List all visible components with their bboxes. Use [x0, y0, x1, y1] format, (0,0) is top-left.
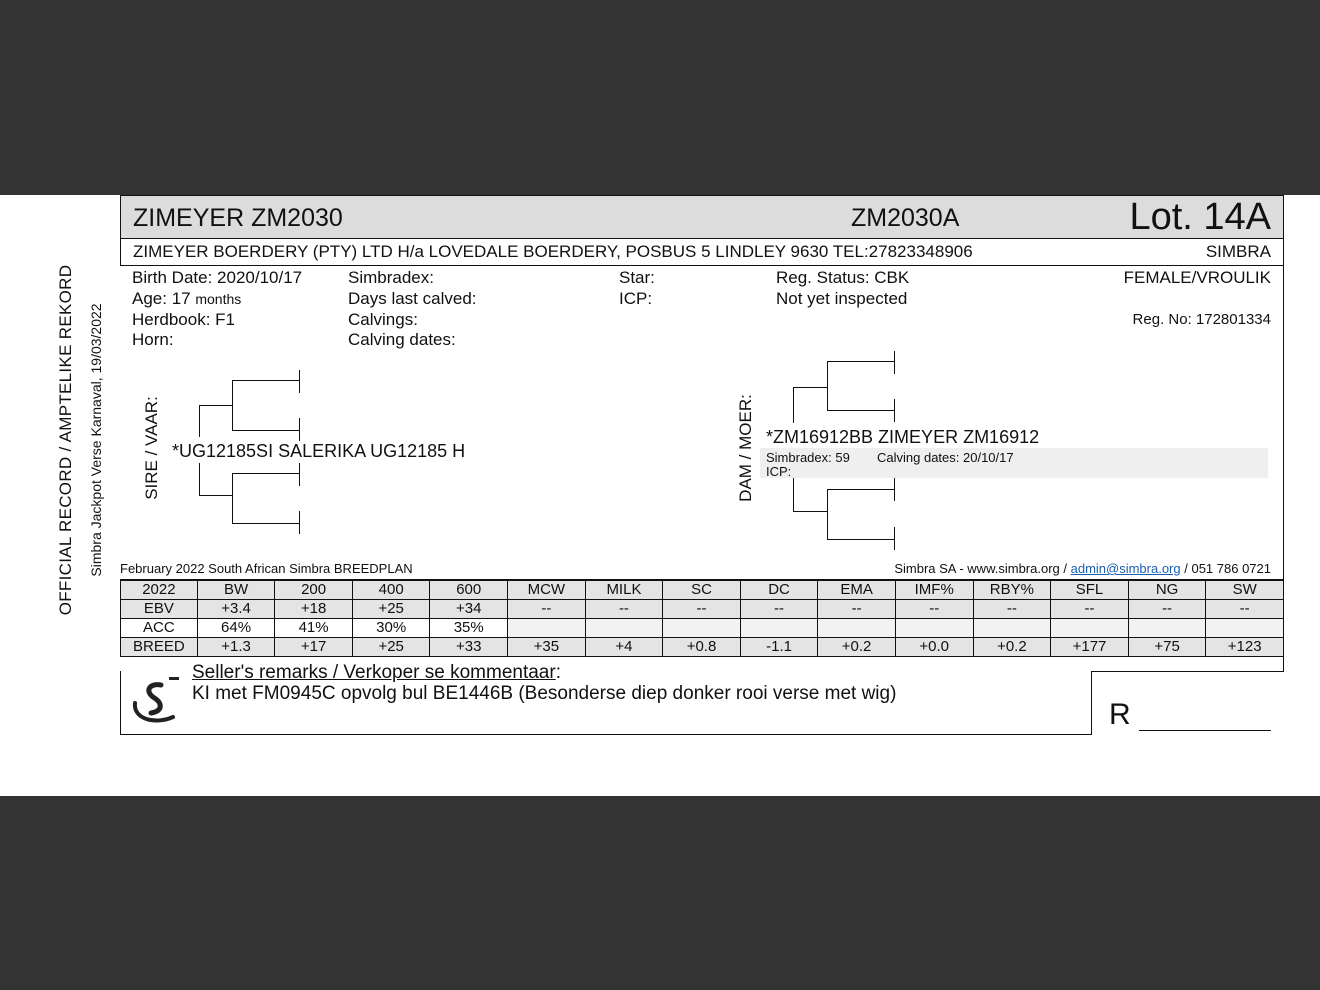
birth-date: Birth Date: 2020/10/17 — [132, 268, 303, 287]
ebv-header-cell: 600 — [430, 580, 508, 600]
days-last-calved: Days last calved: — [348, 289, 477, 308]
ebv-cell: BREED — [121, 638, 198, 657]
sire-label: SIRE / VAAR: — [142, 396, 161, 500]
ebv-row — [121, 600, 1284, 619]
ebv-cell — [1206, 619, 1284, 638]
lot-card — [120, 195, 1284, 736]
ebv-cell: EBV — [121, 600, 198, 619]
ebv-header-row — [121, 580, 1284, 600]
ebv-cell — [663, 619, 741, 638]
animal-name: ZIMEYER ZM2030 — [133, 204, 343, 232]
title-bar — [120, 195, 1284, 239]
ebv-cell: -- — [973, 600, 1051, 619]
ebv-table — [120, 579, 1284, 657]
ebv-cell — [740, 619, 818, 638]
acc-row — [121, 619, 1284, 638]
price-label: R — [1109, 698, 1131, 731]
age — [132, 289, 241, 309]
age-unit: months — [195, 291, 242, 307]
ebv-cell: +1.3 — [197, 638, 275, 657]
ebv-cell: -- — [1206, 600, 1284, 619]
price-input-line[interactable] — [1139, 730, 1271, 731]
ebv-cell: -- — [1128, 600, 1206, 619]
dam-icp: ICP: — [766, 464, 792, 479]
ebv-header-cell: RBY% — [973, 580, 1051, 600]
ebv-cell: -- — [508, 600, 586, 619]
calving-dates: Calving dates: — [348, 330, 456, 349]
ebv-header-cell: SW — [1206, 580, 1284, 600]
ebv-cell — [1128, 619, 1206, 638]
simbra-logo-icon — [131, 677, 183, 725]
ebv-cell: +35 — [508, 638, 586, 657]
icp: ICP: — [619, 289, 653, 308]
price-box-edge — [1283, 659, 1284, 672]
star: Star: — [619, 268, 655, 287]
remarks-text: KI met FM0945C opvolg bul BE1446B (Besonderse diep donker rooi verse met wig) — [192, 683, 897, 704]
ebv-header-cell: MCW — [508, 580, 586, 600]
ebv-cell: +0.2 — [818, 638, 896, 657]
ebv-cell: +33 — [430, 638, 508, 657]
ebv-cell: 35% — [430, 619, 508, 638]
ebv-cell — [585, 619, 663, 638]
ebv-cell: -- — [663, 600, 741, 619]
simbradex: Simbradex: — [348, 268, 434, 287]
top-letterbox — [0, 0, 1320, 195]
official-record-label: OFFICIAL RECORD / AMPTELIKE REKORD — [56, 264, 75, 616]
sex: FEMALE/VROULIK — [1123, 268, 1271, 287]
ebv-cell: 64% — [197, 619, 275, 638]
calvings: Calvings: — [348, 310, 418, 329]
bottom-letterbox — [0, 796, 1320, 990]
dam-calving-dates: Calving dates: 20/10/17 — [877, 450, 1014, 465]
dam-simbradex: Simbradex: 59 — [766, 450, 850, 465]
ebv-cell: -- — [818, 600, 896, 619]
ebv-cell: +25 — [352, 600, 430, 619]
sale-event-label: Simbra Jackpot Verse Karnaval, 19/03/2022 — [88, 303, 104, 577]
ebv-header-cell: EMA — [818, 580, 896, 600]
breedplan-contact — [894, 561, 1271, 576]
ebv-header-cell: IMF% — [895, 580, 973, 600]
ebv-cell: -- — [740, 600, 818, 619]
remarks-heading-line — [192, 662, 561, 684]
ebv-header-cell: MILK — [585, 580, 663, 600]
ebv-header-cell: DC — [740, 580, 818, 600]
breedplan-source: February 2022 South African Simbra BREEDPLAN — [120, 561, 413, 576]
ebv-header-cell: NG — [1128, 580, 1206, 600]
ebv-cell — [818, 619, 896, 638]
ebv-cell: +3.4 — [197, 600, 275, 619]
ebv-cell: +17 — [275, 638, 353, 657]
dam-name: *ZM16912BB ZIMEYER ZM16912 — [766, 427, 1040, 447]
contact-email-link[interactable]: admin@simbra.org — [1070, 561, 1181, 576]
horn: Horn: — [132, 330, 174, 349]
reg-status: Reg. Status: CBK — [776, 268, 910, 287]
ebv-cell: 41% — [275, 619, 353, 638]
breed-row — [121, 638, 1284, 657]
inspection-status: Not yet inspected — [776, 289, 908, 308]
age-value: Age: 17 — [132, 289, 191, 308]
ebv-header-cell: BW — [197, 580, 275, 600]
ebv-cell: 30% — [352, 619, 430, 638]
price-box — [1091, 671, 1283, 731]
ebv-header-cell: 400 — [352, 580, 430, 600]
animal-code: ZM2030A — [851, 204, 960, 232]
ebv-cell — [895, 619, 973, 638]
remarks-colon: : — [555, 662, 561, 683]
owner-address: ZIMEYER BOERDERY (PTY) LTD H/a LOVEDALE BOERDERY, POSBUS 5 LINDLEY 9630 TEL:27823348906 — [133, 242, 973, 261]
ebv-header-cell: SC — [663, 580, 741, 600]
dam-label: DAM / MOER: — [736, 394, 755, 502]
ebv-cell: +4 — [585, 638, 663, 657]
ebv-cell: +0.8 — [663, 638, 741, 657]
ebv-cell: +75 — [1128, 638, 1206, 657]
ebv-cell: +123 — [1206, 638, 1284, 657]
ebv-cell — [973, 619, 1051, 638]
ebv-cell: +25 — [352, 638, 430, 657]
reg-number: Reg. No: 172801334 — [1132, 311, 1271, 328]
ebv-cell: +0.0 — [895, 638, 973, 657]
ebv-cell: -- — [585, 600, 663, 619]
remarks-box — [120, 662, 1092, 735]
ebv-cell: +0.2 — [973, 638, 1051, 657]
ebv-header-cell: SFL — [1051, 580, 1129, 600]
ebv-header-cell: 200 — [275, 580, 353, 600]
contact-suffix: / 051 786 0721 — [1184, 561, 1271, 576]
ebv-cell: -- — [1051, 600, 1129, 619]
remarks-heading: Seller's remarks / Verkoper se kommentaar — [192, 662, 556, 683]
ebv-header-cell: 2022 — [121, 580, 198, 600]
breed-name: SIMBRA — [1205, 242, 1271, 261]
ebv-cell — [508, 619, 586, 638]
ebv-cell — [1051, 619, 1129, 638]
ebv-cell: +18 — [275, 600, 353, 619]
ebv-cell: +177 — [1051, 638, 1129, 657]
lot-number: Lot. 14A — [1129, 196, 1271, 238]
ebv-cell: -1.1 — [740, 638, 818, 657]
dam-info-box — [760, 448, 1268, 478]
ebv-cell: -- — [895, 600, 973, 619]
herdbook: Herdbook: F1 — [132, 310, 235, 329]
contact-prefix: Simbra SA - www.simbra.org / — [894, 561, 1067, 576]
ebv-cell: ACC — [121, 619, 198, 638]
sire-name: *UG12185SI SALERIKA UG12185 H — [172, 441, 466, 461]
owner-bar — [120, 238, 1284, 266]
ebv-cell: +34 — [430, 600, 508, 619]
